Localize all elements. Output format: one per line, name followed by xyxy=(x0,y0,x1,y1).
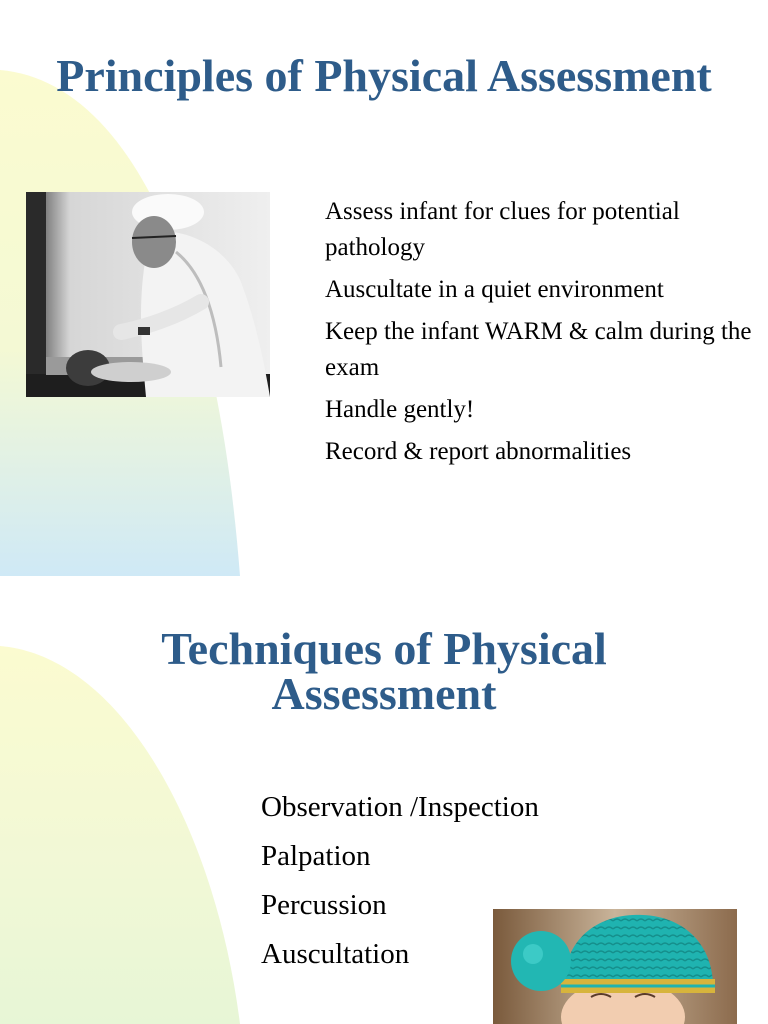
slide-title: Principles of Physical Assessment xyxy=(56,50,712,101)
list-item: Keep the infant WARM & calm during the exam xyxy=(325,318,752,381)
list-item: Auscultation xyxy=(261,938,410,970)
baby-photo-icon xyxy=(493,909,737,1024)
list-item: Record & report abnormalities xyxy=(325,438,632,465)
baby-in-knit-hat-photo xyxy=(493,909,737,1024)
doctor-examining-infant-photo xyxy=(26,192,270,397)
list-item: Observation /Inspection xyxy=(261,791,539,823)
doctor-photo-icon xyxy=(26,192,270,397)
list-item: Handle gently! xyxy=(325,396,475,423)
list-item: Auscultate in a quiet environment xyxy=(325,276,664,303)
list-item: Assess infant for clues for potential pathology xyxy=(325,198,680,261)
list-item: Percussion xyxy=(261,889,387,921)
slide-techniques xyxy=(0,576,768,1024)
list-item: Palpation xyxy=(261,840,371,872)
principles-list xyxy=(325,194,755,476)
slide-title xyxy=(0,623,768,719)
title-line: Techniques of Physical xyxy=(161,623,607,674)
title-line: Assessment xyxy=(271,668,497,719)
